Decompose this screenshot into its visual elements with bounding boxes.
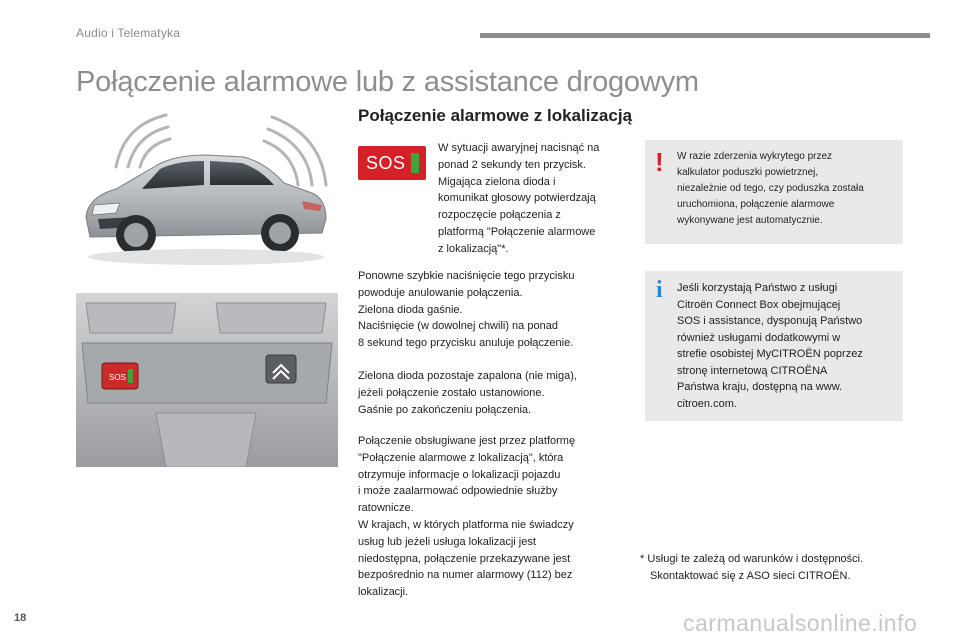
paragraph-line: W krajach, w których platforma nie świadczy <box>358 518 574 531</box>
paragraph-line: Ponowne szybkie naciśnięcie tego przycisku <box>358 270 575 282</box>
paragraph-line: powoduje anulowanie połączenia. <box>358 286 523 299</box>
info-note-text <box>677 280 899 412</box>
warning-line: uruchomiona, połączenie alarmowe <box>677 199 835 210</box>
intro-line: Migająca zielona dioda i <box>438 175 556 188</box>
led-status-paragraph <box>358 368 620 418</box>
overhead-console-illustration <box>76 293 338 467</box>
platform-paragraph <box>358 433 620 601</box>
intro-line: rozpoczęcie połączenia z <box>438 209 561 222</box>
paragraph-line: usług lub jeżeli usługa lokalizacji jest <box>358 535 536 548</box>
console-sos-button-label: SOS <box>109 373 126 382</box>
paragraph-line: Zielona dioda pozostaje zapalona (nie miga), <box>358 370 577 382</box>
info-icon: i <box>656 277 663 303</box>
intro-line: ponad 2 sekundy ten przycisk. <box>438 158 586 171</box>
info-line: citroen.com. <box>677 397 737 410</box>
intro-line: platformą "Połączenie alarmowe <box>438 225 596 238</box>
green-led-icon <box>411 153 419 173</box>
header-divider-bar <box>480 33 930 38</box>
paragraph-line: ratownicze. <box>358 502 414 515</box>
paragraph-line: "Połączenie alarmowe z lokalizacją", która <box>358 451 564 464</box>
info-line: stronę internetową CITROËNA <box>677 364 828 377</box>
warning-line: W razie zderzenia wykrytego przez <box>677 151 833 162</box>
intro-line: komunikat głosowy potwierdzają <box>438 192 596 205</box>
paragraph-line: Zielona dioda gaśnie. <box>358 303 463 316</box>
warning-line: niezależnie od tego, czy poduszka została <box>677 183 864 194</box>
intro-line: W sytuacji awaryjnej nacisnąć na <box>438 142 600 154</box>
info-line: Jeśli korzystają Państwo z usługi <box>677 282 838 294</box>
footnote-line: * Usługi te zależą od warunków i dostępności. <box>640 553 864 565</box>
page-title: Połączenie alarmowe lub z assistance drogowym <box>76 66 699 98</box>
paragraph-line: lokalizacji. <box>358 586 409 599</box>
info-line: Państwa kraju, dostępną na www. <box>677 381 843 393</box>
footnote <box>640 551 930 584</box>
paragraph-line: jeżeli połączenie zostało ustanowione. <box>358 386 545 399</box>
info-line: SOS i assistance, dysponują Państwo <box>677 315 863 327</box>
watermark: carmanualsonline.info <box>683 610 918 636</box>
cancel-call-paragraph <box>358 268 620 352</box>
info-line: również usługami dodatkowymi w <box>677 331 841 344</box>
paragraph-line: 8 sekund tego przycisku anuluje połączenie. <box>358 337 574 350</box>
warning-line: kalkulator poduszki powietrznej, <box>677 167 819 178</box>
info-note-box <box>645 271 903 421</box>
info-line: strefie osobistej MyCITROËN poprzez <box>677 348 863 360</box>
paragraph-line: Naciśnięcie (w dowolnej chwili) na ponad <box>358 320 558 333</box>
footnote-line: Skontaktować się z ASO sieci CITROËN. <box>650 569 851 582</box>
header-section-label: Audio i Telematyka <box>76 26 181 40</box>
paragraph-line: niedostępna, połączenie przekazywane jest <box>358 552 571 565</box>
info-line: Citroën Connect Box obejmującej <box>677 298 841 311</box>
paragraph-line: Gaśnie po zakończeniu połączenia. <box>358 403 532 416</box>
warning-line: wykonywane jest automatycznie. <box>677 215 823 226</box>
page-number: 18 <box>14 612 27 624</box>
sos-label: SOS <box>366 152 406 173</box>
warning-note-text <box>677 149 897 229</box>
intro-line: z lokalizacją"*. <box>438 242 509 255</box>
warning-exclamation-icon: ! <box>655 147 664 177</box>
paragraph-line: otrzymuje informacje o lokalizacji pojazdu <box>358 468 561 481</box>
car-illustration <box>76 105 338 277</box>
paragraph-line: Połączenie obsługiwane jest przez platformę <box>358 435 576 447</box>
intro-paragraph <box>438 140 630 258</box>
paragraph-line: i może zaalarmować odpowiednie służby <box>358 485 558 498</box>
sos-button-icon <box>358 146 426 180</box>
warning-note-box <box>645 140 903 244</box>
paragraph-line: bezpośrednio na numer alarmowy (112) bez <box>358 569 573 582</box>
section-title: Połączenie alarmowe z lokalizacją <box>358 106 633 125</box>
